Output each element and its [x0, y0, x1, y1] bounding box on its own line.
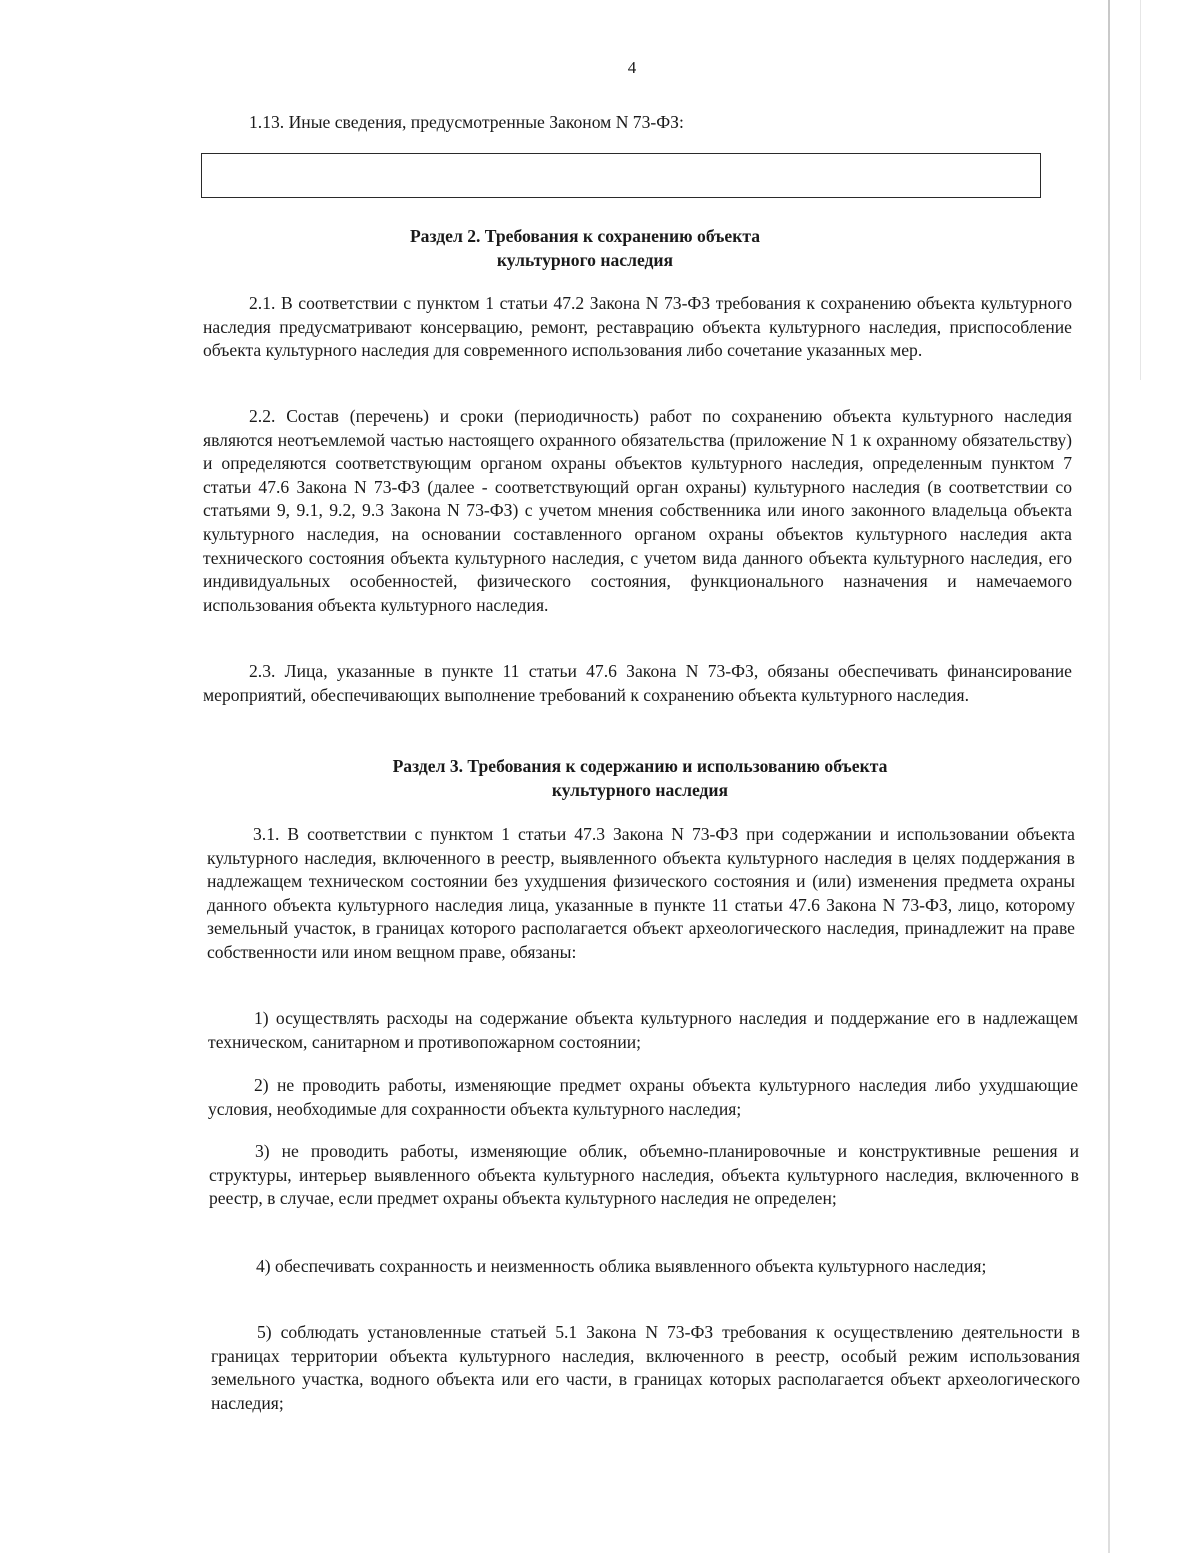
section2-title-line2: культурного наследия	[496, 250, 674, 270]
list-item-4: 4) обеспечивать сохранность и неизменность облика выявленного объекта культурного наследия;	[256, 1256, 987, 1276]
paragraph-2-3: 2.3. Лица, указанные в пункте 11 статьи 47.6 Закона N 73-ФЗ, обязаны обеспечивать финансирование мероприятий, обеспечивающих выполнение требований к сохранению объекта культурного наследия.	[203, 661, 1072, 705]
list-item-1: 1) осуществлять расходы на содержание объекта культурного наследия и поддержание его в надлежащем техническом, санитарном и противопожарном состоянии;	[208, 1008, 1078, 1052]
paragraph-2-1: 2.1. В соответствии с пунктом 1 статьи 47.2 Закона N 73-ФЗ требования к сохранению объекта культурного наследия предусматривают консервацию, ремонт, реставрацию объекта культурного наследия, приспособление объекта культурного наследия для современного использования либо сочетание указанных мер.	[203, 293, 1072, 361]
page-number: 4	[627, 58, 637, 77]
section3-title-line2: культурного наследия	[551, 780, 729, 800]
item-1-13-label: 1.13. Иные сведения, предусмотренные Законом N 73-ФЗ:	[249, 112, 684, 132]
paragraph-2-2: 2.2. Состав (перечень) и сроки (периодичность) работ по сохранению объекта культурного наследия являются неотъемлемой частью настоящего охранного обязательства (приложение N 1 к охранному обязательству) и определяются соответствующим органом охраны объектов культурного наследия, определенным пунктом 7 статьи 47.6 Закона N 73-ФЗ (далее - соответствующий орган охраны) культурного наследия (в соответствии со статьями 9, 9.1, 9.2, 9.3 Закона N 73-ФЗ) с учетом мнения собственника или иного законного владельца объекта культурного наследия, на основании составленного органом охраны объектов культурного наследия акта технического состояния объекта культурного наследия, с учетом вида данного объекта культурного наследия, его индивидуальных особенностей, физического состояния, функционального назначения и намечаемого использования объекта культурного наследия.	[203, 406, 1072, 615]
empty-info-box	[201, 153, 1041, 198]
list-item-3: 3) не проводить работы, изменяющие облик, объемно-планировочные и конструктивные решения и структуры, интерьер выявленного объекта культурного наследия, объекта культурного наследия, включенного в реестр, в случае, если предмет охраны объекта культурного наследия не определен;	[209, 1141, 1079, 1209]
list-item-2: 2) не проводить работы, изменяющие предмет охраны объекта культурного наследия либо ухудшающие условия, необходимые для сохранности объекта культурного наследия;	[208, 1075, 1078, 1119]
list-item-5: 5) соблюдать установленные статьей 5.1 Закона N 73-ФЗ требования к осуществлению деятельности в границах территории объекта культурного наследия, включенного в реестр, особый режим использования земельного участка, водного объекта или его части, в границах которых располагается объект археологического наследия;	[211, 1322, 1080, 1413]
section2-title	[330, 224, 840, 272]
section3-title	[320, 754, 960, 802]
paragraph-3-1: 3.1. В соответствии с пунктом 1 статьи 47.3 Закона N 73-ФЗ при содержании и использовании объекта культурного наследия, включенного в реестр, выявленного объекта культурного наследия в целях поддержания в надлежащем техническом состоянии без ухудшения физического состояния и (или) изменения предмета охраны данного объекта культурного наследия лица, указанные в пункте 11 статьи 47.6 Закона N 73-ФЗ, лицо, которому земельный участок, в границах которого располагается объект археологического наследия, принадлежит на праве собственности или ином вещном праве, обязаны:	[207, 824, 1075, 962]
section3-title-line1: Раздел 3. Требования к содержанию и использованию объекта	[392, 756, 888, 776]
section2-title-line1: Раздел 2. Требования к сохранению объекта	[409, 226, 761, 246]
scan-edge-line	[1140, 0, 1141, 380]
scan-edge-shadow	[1108, 0, 1110, 1553]
